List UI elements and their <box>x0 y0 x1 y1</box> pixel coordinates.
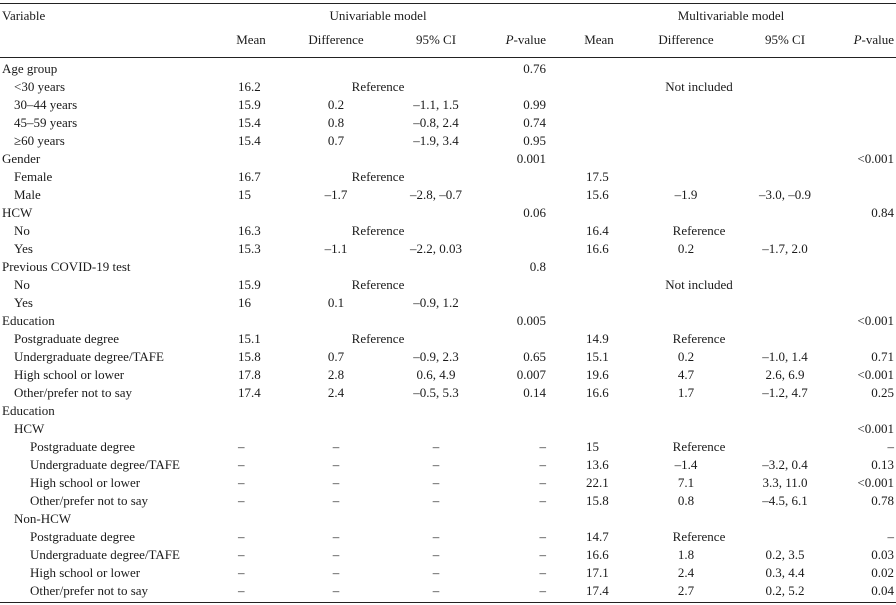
uni-mean-cell: 15.1 <box>238 331 261 346</box>
multi-mean-cell: 15.1 <box>586 349 609 364</box>
uni-difference-cell: – <box>332 475 340 490</box>
row-label: No <box>14 223 30 238</box>
uni-mean-cell: – <box>238 547 245 562</box>
uni-difference-cell: – <box>332 439 340 454</box>
multi-pvalue-cell: 0.78 <box>871 493 894 508</box>
uni-mean-cell: – <box>238 583 245 598</box>
uni-mean-cell: – <box>238 457 245 472</box>
uni-ci-cell: –0.5, 5.3 <box>413 385 459 400</box>
row-label: ≥60 years <box>14 133 65 148</box>
multi-pvalue-cell: <0.001 <box>857 421 894 436</box>
multi-pvalue-cell: 0.84 <box>871 205 894 220</box>
row-group-label: Previous COVID-19 test <box>2 259 131 274</box>
row-label: 45–59 years <box>14 115 78 130</box>
header-mean-uni: Mean <box>236 32 266 47</box>
row-label: Male <box>14 187 41 202</box>
uni-ci-cell: – <box>432 439 440 454</box>
uni-mean-cell: 15.4 <box>238 115 261 130</box>
uni-mean-cell: 15.8 <box>238 349 261 364</box>
multi-pvalue-cell: <0.001 <box>857 367 894 382</box>
multi-difference-cell: –1.9 <box>674 187 698 202</box>
multi-ci-cell: –1.2, 4.7 <box>762 385 808 400</box>
uni-difference-cell: – <box>332 493 340 508</box>
uni-pvalue-cell: 0.99 <box>523 97 546 112</box>
multi-mean-cell: 17.4 <box>586 583 609 598</box>
uni-pvalue-cell: 0.74 <box>523 115 546 130</box>
multi-difference-cell: 2.7 <box>677 583 695 598</box>
uni-mean-cell: 16.2 <box>238 79 261 94</box>
row-label: Undergraduate degree/TAFE <box>30 457 180 472</box>
multi-difference-cell: 0.8 <box>677 493 695 508</box>
row-label: <30 years <box>14 79 66 94</box>
uni-difference-cell: –1.1 <box>324 241 348 256</box>
multi-mean-cell: 16.6 <box>586 385 609 400</box>
uni-mean-cell: 16.7 <box>238 169 261 184</box>
uni-mean-cell: 17.8 <box>238 367 261 382</box>
row-label: Other/prefer not to say <box>14 385 133 400</box>
multi-difference-cell: 0.2 <box>677 241 695 256</box>
multi-mean-cell: 16.6 <box>586 241 609 256</box>
multi-reference-cell: Not included <box>665 277 733 292</box>
multi-pvalue-cell: – <box>887 439 894 454</box>
header-difference-uni: Difference <box>308 32 364 47</box>
multi-mean-cell: 15 <box>586 439 599 454</box>
row-label: Other/prefer not to say <box>30 493 149 508</box>
multi-mean-cell: 17.5 <box>586 169 609 184</box>
uni-ci-cell: –0.8, 2.4 <box>413 115 459 130</box>
uni-mean-cell: 15.9 <box>238 277 261 292</box>
multi-ci-cell: –4.5, 6.1 <box>762 493 808 508</box>
multi-difference-cell: 1.8 <box>677 547 695 562</box>
row-label: No <box>14 277 30 292</box>
uni-ci-cell: – <box>432 547 440 562</box>
header-pvalue-multi: P-value <box>853 32 894 47</box>
row-label: 30–44 years <box>14 97 78 112</box>
multi-pvalue-cell: – <box>887 529 894 544</box>
uni-difference-cell: – <box>332 583 340 598</box>
row-group-label: HCW <box>2 205 33 220</box>
row-label: Yes <box>14 241 33 256</box>
multi-ci-cell: 2.6, 6.9 <box>765 367 805 382</box>
multi-pvalue-cell: 0.03 <box>871 547 894 562</box>
header-multivariable: Multivariable model <box>677 8 785 23</box>
multi-difference-cell: –1.4 <box>674 457 698 472</box>
uni-pvalue-cell: 0.06 <box>523 205 546 220</box>
uni-mean-cell: 15.9 <box>238 97 261 112</box>
uni-ci-cell: – <box>432 529 440 544</box>
header-rule <box>0 57 896 58</box>
uni-difference-cell: – <box>332 565 340 580</box>
uni-mean-cell: 15.4 <box>238 133 261 148</box>
uni-mean-cell: – <box>238 475 245 490</box>
uni-difference-cell: – <box>332 529 340 544</box>
multi-ci-cell: 3.3, 11.0 <box>762 475 808 490</box>
row-label: Yes <box>14 295 33 310</box>
uni-pvalue-cell: – <box>539 439 546 454</box>
multi-mean-cell: 16.6 <box>586 547 609 562</box>
row-label: High school or lower <box>30 475 141 490</box>
row-group-label: Education <box>2 313 55 328</box>
uni-difference-cell: 0.7 <box>327 349 345 364</box>
row-label: High school or lower <box>14 367 125 382</box>
uni-mean-cell: 15 <box>238 187 251 202</box>
uni-reference-cell: Reference <box>351 169 405 184</box>
uni-ci-cell: –2.8, –0.7 <box>410 187 462 202</box>
uni-reference-cell: Reference <box>351 277 405 292</box>
header-pvalue-uni: P-value <box>505 32 546 47</box>
multi-ci-cell: 0.2, 3.5 <box>765 547 805 562</box>
multi-reference-cell: Not included <box>665 79 733 94</box>
multi-difference-cell: 4.7 <box>677 367 695 382</box>
uni-mean-cell: 16 <box>238 295 251 310</box>
uni-pvalue-cell: 0.8 <box>529 259 546 274</box>
row-group-label: Education <box>2 403 55 418</box>
uni-pvalue-cell: – <box>539 583 546 598</box>
uni-ci-cell: 0.6, 4.9 <box>416 367 456 382</box>
multi-mean-cell: 13.6 <box>586 457 609 472</box>
uni-reference-cell: Reference <box>351 223 405 238</box>
multi-pvalue-cell: 0.13 <box>871 457 894 472</box>
uni-pvalue-cell: – <box>539 529 546 544</box>
row-label: Postgraduate degree <box>14 331 120 346</box>
multi-mean-cell: 15.8 <box>586 493 609 508</box>
row-label: HCW <box>14 421 45 436</box>
uni-reference-cell: Reference <box>351 79 405 94</box>
multi-mean-cell: 22.1 <box>586 475 609 490</box>
multi-reference-cell: Reference <box>672 223 726 238</box>
uni-reference-cell: Reference <box>351 331 405 346</box>
uni-pvalue-cell: 0.76 <box>523 61 546 76</box>
uni-difference-cell: 0.7 <box>327 133 345 148</box>
uni-ci-cell: –2.2, 0.03 <box>410 241 462 256</box>
uni-mean-cell: 15.3 <box>238 241 261 256</box>
uni-ci-cell: –1.9, 3.4 <box>413 133 459 148</box>
uni-pvalue-cell: 0.005 <box>516 313 546 328</box>
multi-pvalue-cell: <0.001 <box>857 313 894 328</box>
header-difference-multi: Difference <box>658 32 714 47</box>
multi-mean-cell: 14.9 <box>586 331 609 346</box>
row-label: High school or lower <box>30 565 141 580</box>
multi-difference-cell: 1.7 <box>677 385 695 400</box>
multi-reference-cell: Reference <box>672 529 726 544</box>
header-univariable: Univariable model <box>329 8 427 23</box>
multi-ci-cell: 0.2, 5.2 <box>765 583 805 598</box>
multi-reference-cell: Reference <box>672 331 726 346</box>
uni-ci-cell: –0.9, 2.3 <box>413 349 459 364</box>
uni-pvalue-cell: 0.95 <box>523 133 546 148</box>
uni-difference-cell: 0.8 <box>327 115 345 130</box>
multi-ci-cell: –1.7, 2.0 <box>762 241 808 256</box>
row-label: Non-HCW <box>14 511 72 526</box>
row-label: Postgraduate degree <box>30 439 136 454</box>
multi-ci-cell: 0.3, 4.4 <box>765 565 805 580</box>
uni-mean-cell: – <box>238 439 245 454</box>
header-variable: Variable <box>2 8 46 23</box>
top-rule <box>0 3 896 4</box>
uni-ci-cell: – <box>432 457 440 472</box>
row-label: Undergraduate degree/TAFE <box>14 349 164 364</box>
multi-reference-cell: Reference <box>672 439 726 454</box>
uni-pvalue-cell: 0.14 <box>523 385 546 400</box>
uni-pvalue-cell: 0.007 <box>516 367 546 382</box>
uni-ci-cell: – <box>432 475 440 490</box>
uni-mean-cell: – <box>238 493 245 508</box>
row-label: Undergraduate degree/TAFE <box>30 547 180 562</box>
row-label: Other/prefer not to say <box>30 583 149 598</box>
multi-mean-cell: 15.6 <box>586 187 609 202</box>
uni-pvalue-cell: – <box>539 475 546 490</box>
uni-mean-cell: 16.3 <box>238 223 261 238</box>
multi-mean-cell: 16.4 <box>586 223 609 238</box>
uni-mean-cell: 17.4 <box>238 385 261 400</box>
row-label: Postgraduate degree <box>30 529 136 544</box>
uni-pvalue-cell: – <box>539 493 546 508</box>
uni-difference-cell: 0.1 <box>327 295 345 310</box>
multi-pvalue-cell: 0.02 <box>871 565 894 580</box>
multi-difference-cell: 2.4 <box>677 565 695 580</box>
uni-ci-cell: – <box>432 493 440 508</box>
uni-difference-cell: 2.8 <box>327 367 345 382</box>
multi-ci-cell: –3.0, –0.9 <box>759 187 811 202</box>
uni-difference-cell: – <box>332 547 340 562</box>
multi-difference-cell: 0.2 <box>677 349 695 364</box>
multi-mean-cell: 19.6 <box>586 367 609 382</box>
header-mean-multi: Mean <box>584 32 614 47</box>
uni-ci-cell: –1.1, 1.5 <box>413 97 459 112</box>
row-group-label: Age group <box>2 61 58 76</box>
row-label: Female <box>14 169 53 184</box>
uni-ci-cell: – <box>432 583 440 598</box>
uni-ci-cell: – <box>432 565 440 580</box>
uni-pvalue-cell: – <box>539 547 546 562</box>
multi-pvalue-cell: 0.71 <box>871 349 894 364</box>
multi-pvalue-cell: 0.25 <box>871 385 894 400</box>
multi-pvalue-cell: <0.001 <box>857 475 894 490</box>
uni-difference-cell: – <box>332 457 340 472</box>
header-ci-uni: 95% CI <box>415 32 457 47</box>
uni-ci-cell: –0.9, 1.2 <box>413 295 459 310</box>
uni-mean-cell: – <box>238 565 245 580</box>
multi-mean-cell: 14.7 <box>586 529 609 544</box>
uni-pvalue-cell: – <box>539 457 546 472</box>
uni-pvalue-cell: 0.001 <box>516 151 546 166</box>
uni-mean-cell: – <box>238 529 245 544</box>
uni-difference-cell: 0.2 <box>327 97 345 112</box>
row-group-label: Gender <box>2 151 41 166</box>
multi-pvalue-cell: 0.04 <box>871 583 894 598</box>
header-ci-multi: 95% CI <box>764 32 806 47</box>
uni-difference-cell: 2.4 <box>327 385 345 400</box>
uni-pvalue-cell: 0.65 <box>523 349 546 364</box>
multi-mean-cell: 17.1 <box>586 565 609 580</box>
bottom-rule <box>0 602 896 603</box>
multi-ci-cell: –3.2, 0.4 <box>762 457 808 472</box>
multi-difference-cell: 7.1 <box>677 475 695 490</box>
uni-pvalue-cell: – <box>539 565 546 580</box>
multi-ci-cell: –1.0, 1.4 <box>762 349 808 364</box>
uni-difference-cell: –1.7 <box>324 187 348 202</box>
multi-pvalue-cell: <0.001 <box>857 151 894 166</box>
